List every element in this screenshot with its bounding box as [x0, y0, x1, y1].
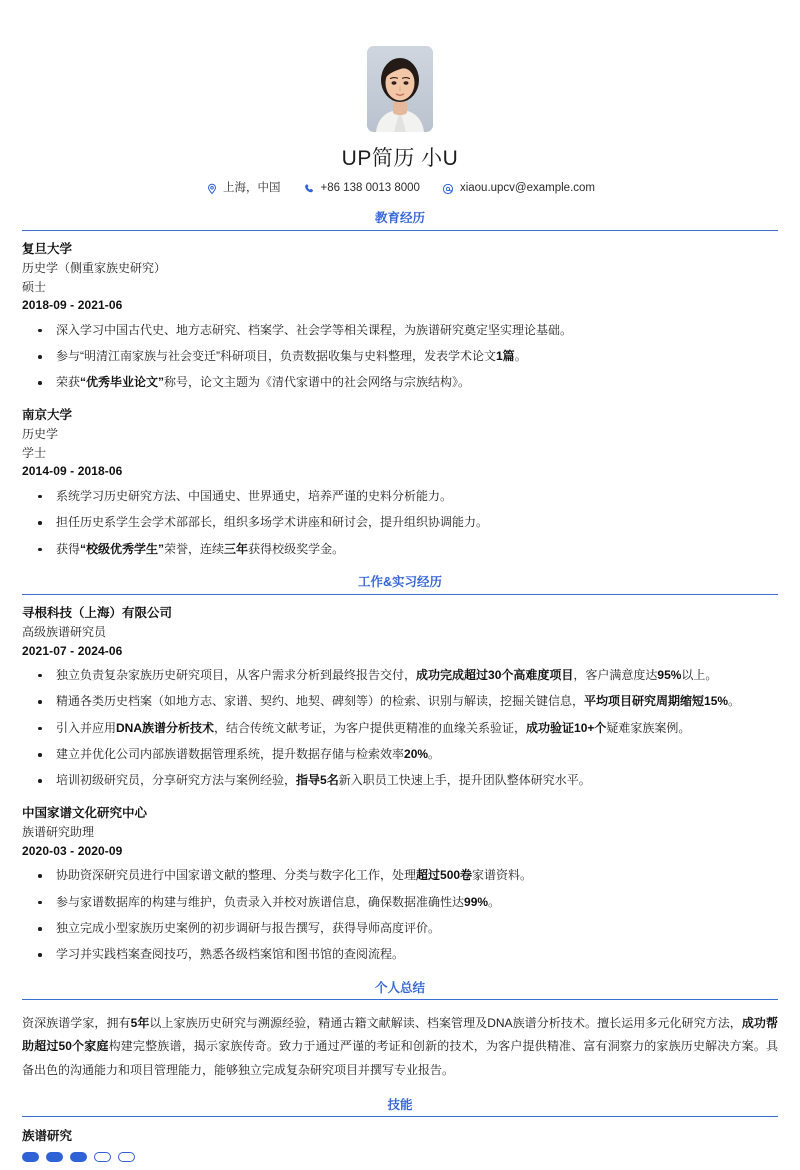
- bullet-item: 引入并应用DNA族谱分析技术，结合传统文献考证，为客户提供更精准的血缘关系验证，成功验证10+个疑难家族案例。: [22, 719, 778, 738]
- entry-role: 历史学（侧重家族史研究）: [22, 261, 167, 276]
- bullet-item: 独立负责复杂家族历史研究项目，从客户需求分析到最终报告交付，成功完成超过30个高难度项目，客户满意度达95%以上。: [22, 666, 778, 685]
- entry-degree: 硕士: [22, 279, 47, 294]
- section-title-summary: 个人总结: [374, 980, 425, 995]
- full-name: UP简历 小U: [341, 147, 459, 170]
- bullet-item: 获得“校级优秀学生”荣誉，连续三年获得校级奖学金。: [22, 540, 778, 559]
- entry-organization: 中国家谱文化研究中心: [22, 805, 148, 820]
- skill-list: [22, 1126, 778, 1162]
- entry-role: 高级族谱研究员: [22, 624, 107, 639]
- section-divider: [22, 230, 778, 231]
- bullet-item: 协助资深研究员进行中国家谱文献的整理、分类与数字化工作，处理超过500卷家谱资料。: [22, 866, 778, 885]
- section-education: [22, 211, 778, 559]
- summary-paragraph: 资深族谱学家，拥有5年以上家族历史研究与溯源经验，精通古籍文献解读、档案管理及DNA族谱分析技术。擅长运用多元化研究方法，成功帮助超过50个家庭构建完整族谱，揭示家族传奇。致力于通过严谨的考证和创新的技术，为客户提供精准、富有洞察力的家族历史解决方案。具备出色的沟通能力和项目管理能力，能够独立完成复杂研究项目并撰写专业报告。: [22, 1016, 778, 1077]
- entry-bullet-list: [22, 487, 778, 559]
- skill-name: 族谱研究: [22, 1129, 73, 1144]
- phone-icon: [303, 182, 316, 195]
- entry-dates: 2020-03 - 2020-09: [22, 843, 123, 858]
- highlight: “校级优秀学生”: [80, 541, 165, 556]
- skill-level-indicator: [22, 1152, 778, 1162]
- section-title-experience: 工作&实习经历: [357, 574, 443, 589]
- entry-role: 历史学: [22, 427, 59, 442]
- contact-line: [22, 182, 778, 195]
- highlight: 成功验证10+个: [526, 720, 607, 735]
- highlight: “优秀毕业论文”: [80, 375, 165, 390]
- skill-dot-empty[interactable]: [118, 1152, 135, 1162]
- contact-location-text: 上海，中国: [223, 181, 281, 194]
- skill-dot-filled[interactable]: [46, 1152, 63, 1162]
- highlight: 99%: [464, 894, 489, 909]
- entry-degree: 学士: [22, 445, 47, 460]
- highlight: 超过500卷: [416, 868, 473, 883]
- highlight: 指导5名: [296, 773, 339, 788]
- entry-bullet-list: [22, 666, 778, 791]
- highlight: 5年: [130, 1016, 150, 1031]
- entry-bullet-list: [22, 321, 778, 393]
- highlight: 成功完成超过30个高难度项目: [416, 667, 574, 682]
- section-summary: [22, 981, 778, 1082]
- highlight: DNA族谱分析技术: [116, 720, 215, 735]
- entry-role: 族谱研究助理: [22, 825, 95, 840]
- education-entries: [22, 240, 778, 559]
- section-divider: [22, 999, 778, 1000]
- bullet-item: 深入学习中国古代史、地方志研究、档案学、社会学等相关课程，为族谱研究奠定坚实理论基础。: [22, 321, 778, 340]
- highlight: 1篇: [496, 349, 515, 363]
- bullet-item: 建立并优化公司内部族谱数据管理系统，提升数据存储与检索效率20%。: [22, 745, 778, 764]
- avatar: [367, 46, 433, 132]
- email-at-icon: [442, 182, 455, 195]
- section-divider: [22, 1116, 778, 1117]
- section-divider: [22, 594, 778, 595]
- entry-dates: 2021-07 - 2024-06: [22, 643, 123, 658]
- section-title-education: 教育经历: [374, 211, 425, 226]
- entry-organization: 寻根科技（上海）有限公司: [22, 605, 173, 620]
- highlight: 三年: [224, 541, 249, 556]
- experience-entry: [22, 406, 778, 559]
- entry-organization: 复旦大学: [22, 241, 73, 256]
- skill-dot-empty[interactable]: [94, 1152, 111, 1162]
- entry-organization: 南京大学: [22, 407, 73, 422]
- bullet-item: 独立完成小型家族历史案例的初步调研与报告撰写，获得导师高度评价。: [22, 919, 778, 938]
- experience-entry: [22, 240, 778, 393]
- resume-header: [22, 0, 778, 195]
- contact-email: [442, 182, 595, 195]
- experience-entry: [22, 804, 778, 965]
- highlight: 平均项目研究周期缩短15%: [584, 694, 729, 709]
- highlight: 95%: [657, 667, 682, 682]
- contact-phone-text: +86 138 0013 8000: [320, 181, 420, 194]
- skill-dot-filled[interactable]: [70, 1152, 87, 1162]
- contact-location: [205, 182, 281, 195]
- contact-phone: [303, 182, 420, 195]
- experience-entry: [22, 604, 778, 791]
- bullet-item: 学习并实践档案查阅技巧，熟悉各级档案馆和图书馆的查阅流程。: [22, 945, 778, 964]
- location-pin-icon: [205, 182, 218, 195]
- bullet-item: 参与家谱数据库的构建与维护，负责录入并校对族谱信息，确保数据准确性达99%。: [22, 893, 778, 912]
- entry-bullet-list: [22, 866, 778, 965]
- skill-row: [22, 1126, 778, 1162]
- bullet-item: 参与“明清江南家族与社会变迁”科研项目，负责数据收集与史料整理，发表学术论文1篇。: [22, 347, 778, 366]
- experience-entries: [22, 604, 778, 965]
- contact-email-text: xiaou.upcv@example.com: [459, 181, 595, 194]
- skill-dot-filled[interactable]: [22, 1152, 39, 1162]
- bullet-item: 担任历史系学生会学术部部长，组织多场学术讲座和研讨会，提升组织协调能力。: [22, 513, 778, 532]
- bullet-item: 精通各类历史档案（如地方志、家谱、契约、地契、碑刻等）的检索、识别与解读，挖掘关键信息，平均项目研究周期缩短15%。: [22, 692, 778, 711]
- highlight: 成功帮助超过50个家庭: [22, 1016, 778, 1054]
- entry-dates: 2018-09 - 2021-06: [22, 298, 123, 313]
- highlight: 20%: [404, 747, 429, 762]
- entry-dates: 2014-09 - 2018-06: [22, 464, 123, 479]
- bullet-item: 培训初级研究员，分享研究方法与案例经验，指导5名新入职员工快速上手，提升团队整体研究水平。: [22, 771, 778, 790]
- bullet-item: 系统学习历史研究方法、中国通史、世界通史，培养严谨的史料分析能力。: [22, 487, 778, 506]
- section-title-skills: 技能: [387, 1097, 413, 1112]
- bullet-item: 荣获“优秀毕业论文”称号，论文主题为《清代家谱中的社会网络与宗族结构》。: [22, 373, 778, 392]
- section-experience: [22, 575, 778, 965]
